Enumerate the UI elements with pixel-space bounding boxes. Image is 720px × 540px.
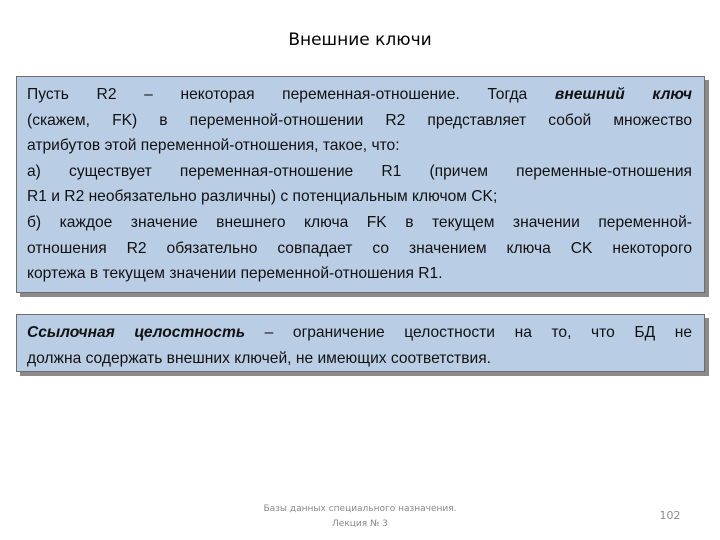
foreign-key-term: внешний ключ [554, 86, 692, 103]
footer-lecture: Лекция № 3 [332, 519, 388, 529]
slide-footer [235, 502, 485, 532]
definition-line [27, 82, 692, 108]
definition-line: отношения R2 обязательно совпадает со значением ключа CK некоторого [27, 239, 692, 257]
integrity-line: должна содержать внешних ключей, не имеющих соответствия. [27, 349, 491, 367]
definition-line: б) каждое значение внешнего ключа FK в текущем значении переменной- [27, 213, 692, 231]
definition-line: R1 и R2 необязательно различны) с потенциальным ключом CK; [27, 188, 498, 206]
page-number: 102 [659, 509, 681, 522]
referential-integrity-term: Ссылочная целостность [27, 324, 246, 341]
definition-intro: Пусть R2 – некоторая переменная-отношение. Тогда [27, 86, 555, 103]
foreign-key-definition-box [16, 76, 705, 293]
integrity-text: – ограничение целостности на то, что БД не [245, 324, 692, 341]
definition-line: а) существует переменная-отношение R1 (причем переменные-отношения [27, 162, 692, 180]
definition-line: кортежа в текущем значении переменной-отношения R1. [27, 265, 443, 283]
integrity-line [27, 320, 692, 346]
definition-line: атрибутов этой переменной-отношения, такое, что: [27, 137, 400, 155]
definition-line: (скажем, FK) в переменной-отношении R2 представляет собой множество [27, 111, 692, 129]
footer-course: Базы данных специального назначения. [263, 504, 457, 514]
referential-integrity-box [16, 314, 705, 372]
slide-title: Внешние ключи [288, 30, 432, 50]
